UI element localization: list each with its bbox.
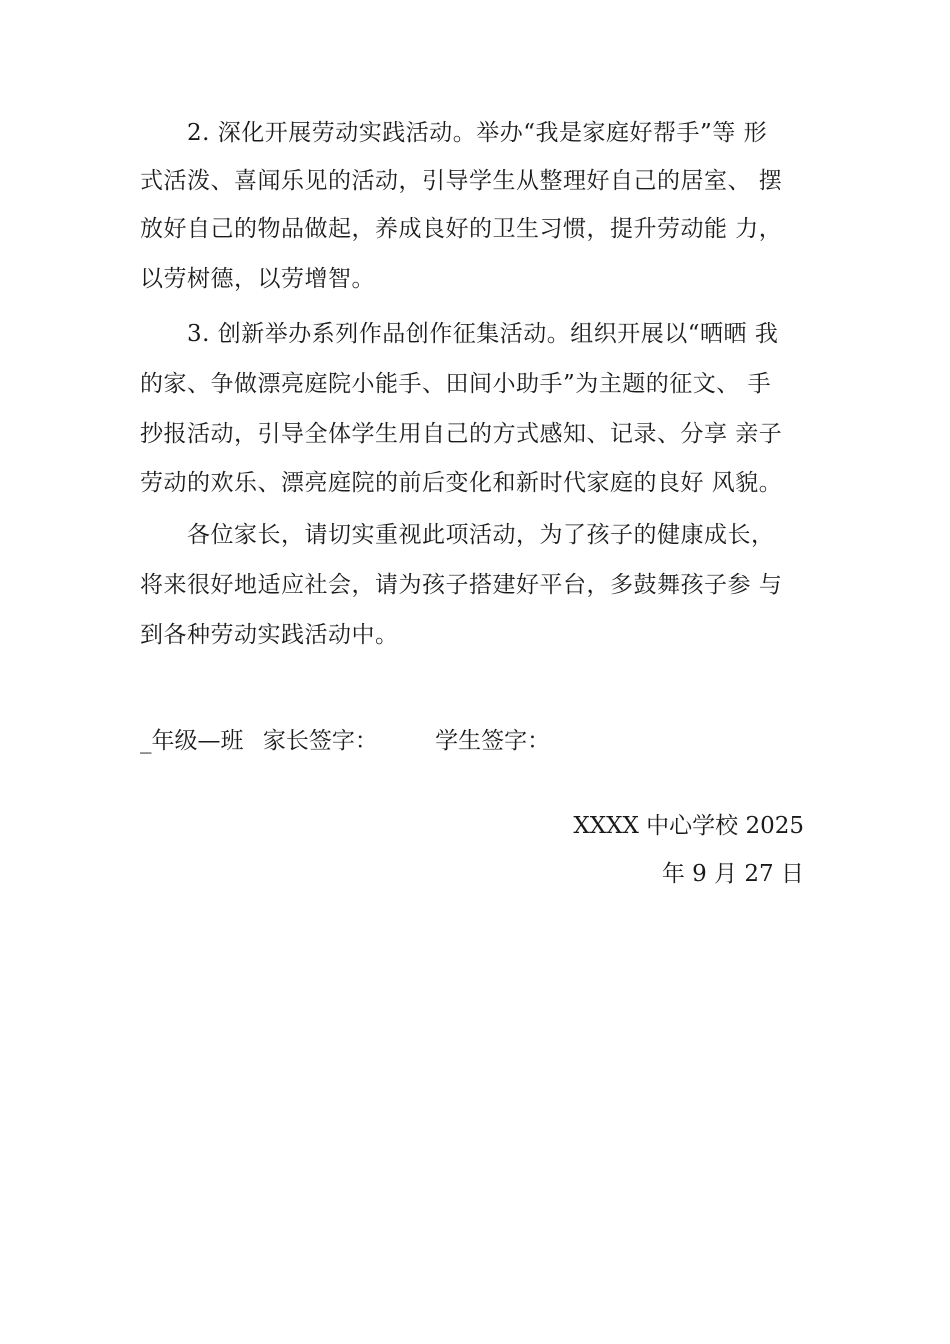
date-line: 年 9 月 27 日 bbox=[661, 861, 804, 887]
paragraph-4-line-2: 将来很好地适应社会，请为孩子搭建好平台，多鼓舞孩子参 与 bbox=[140, 572, 783, 598]
paragraph-3-line-3: 抄报活动，引导全体学生用自己的方式感知、记录、分享 亲子 bbox=[140, 421, 783, 447]
paragraph-2-line-1: 2. 深化开展劳动实践活动。举办“我是家庭好帮手”等 形 bbox=[187, 120, 768, 146]
paragraph-3-line-2: 的家、争做漂亮庭院小能手、田间小助手”为主题的征文、 手 bbox=[140, 371, 772, 397]
paragraph-3-line-4: 劳动的欢乐、漂亮庭院的前后变化和新时代家庭的良好 风貌。 bbox=[140, 470, 783, 496]
paragraph-2-line-2: 式活泼、喜闻乐见的活动，引导学生从整理好自己的居室、 摆 bbox=[140, 168, 783, 194]
paragraph-2-line-4: 以劳树德，以劳增智。 bbox=[140, 266, 375, 292]
signature-line bbox=[140, 726, 550, 756]
paragraph-4-line-3: 到各种劳动实践活动中。 bbox=[140, 622, 399, 648]
parent-signature-label: 家长签字： bbox=[262, 728, 378, 754]
paragraph-4-line-1: 各位家长，请切实重视此项活动，为了孩子的健康成长， bbox=[187, 522, 775, 548]
paragraph-2-line-3: 放好自己的物品做起，养成良好的卫生习惯，提升劳动能 力， bbox=[140, 216, 783, 242]
paragraph-3-line-1: 3. 创新举办系列作品创作征集活动。组织开展以“晒晒 我 bbox=[187, 321, 779, 347]
class-label: _年级—班 bbox=[140, 728, 244, 754]
school-name-line: XXXX 中心学校 2025 bbox=[573, 813, 804, 839]
student-signature-label: 学生签字： bbox=[435, 728, 551, 754]
